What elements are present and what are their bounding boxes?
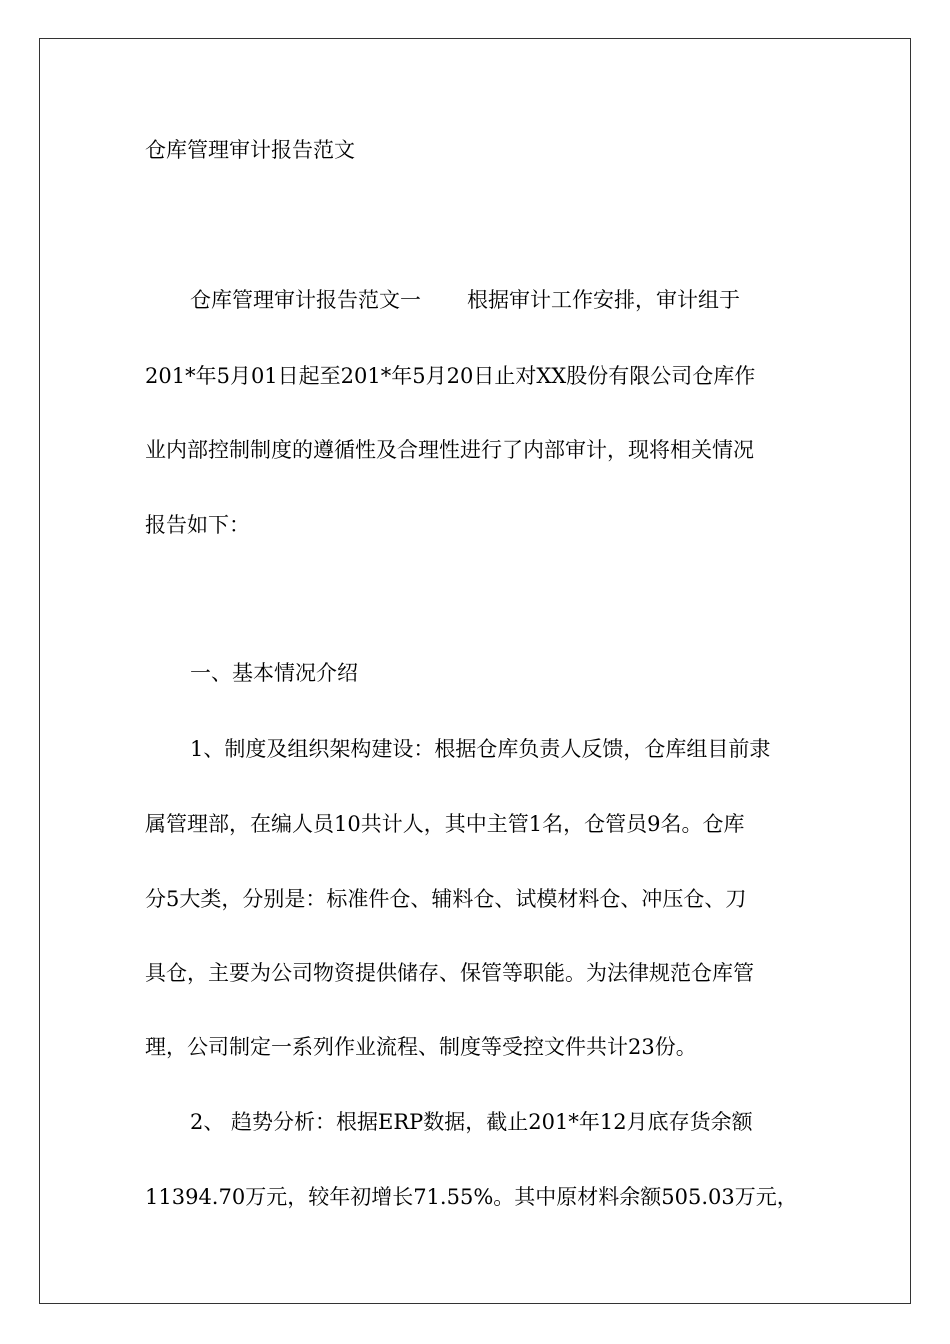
paragraph-text: 根据审计工作安排，审计组于 [467,288,740,312]
paragraph-line [190,285,740,315]
paragraph-line: 业内部控制制度的遵循性及合理性进行了内部审计，现将相关情况 [145,438,754,462]
paragraph-line: 11394.70万元，较年初增长71.55%。其中原材料余额505.03万元， [145,1185,798,1209]
paragraph-line: 属管理部，在编人员10共计人，其中主管1名，仓管员9名。仓库 [145,812,745,836]
paragraph-line: 201*年5月01日起至201*年5月20日止对XX股份有限公司仓库作 [145,364,756,388]
paragraph-line: 1、制度及组织架构建设：根据仓库负责人反馈，仓库组目前隶 [190,737,771,761]
paragraph-line: 分5大类，分别是：标准件仓、辅料仓、试模材料仓、冲压仓、刀 [145,887,747,911]
document-title: 仓库管理审计报告范文 [145,138,355,162]
paragraph-line: 报告如下： [145,513,250,537]
section-heading: 仓库管理审计报告范文一 [190,288,421,312]
paragraph-line: 具仓，主要为公司物资提供储存、保管等职能。为法律规范仓库管 [145,961,754,985]
paragraph-line: 2、 趋势分析：根据ERP数据，截止201*年12月底存货余额 [190,1110,753,1134]
paragraph-line: 理，公司制定一系列作业流程、制度等受控文件共计23份。 [145,1035,697,1059]
section-heading: 一、基本情况介绍 [190,661,358,685]
